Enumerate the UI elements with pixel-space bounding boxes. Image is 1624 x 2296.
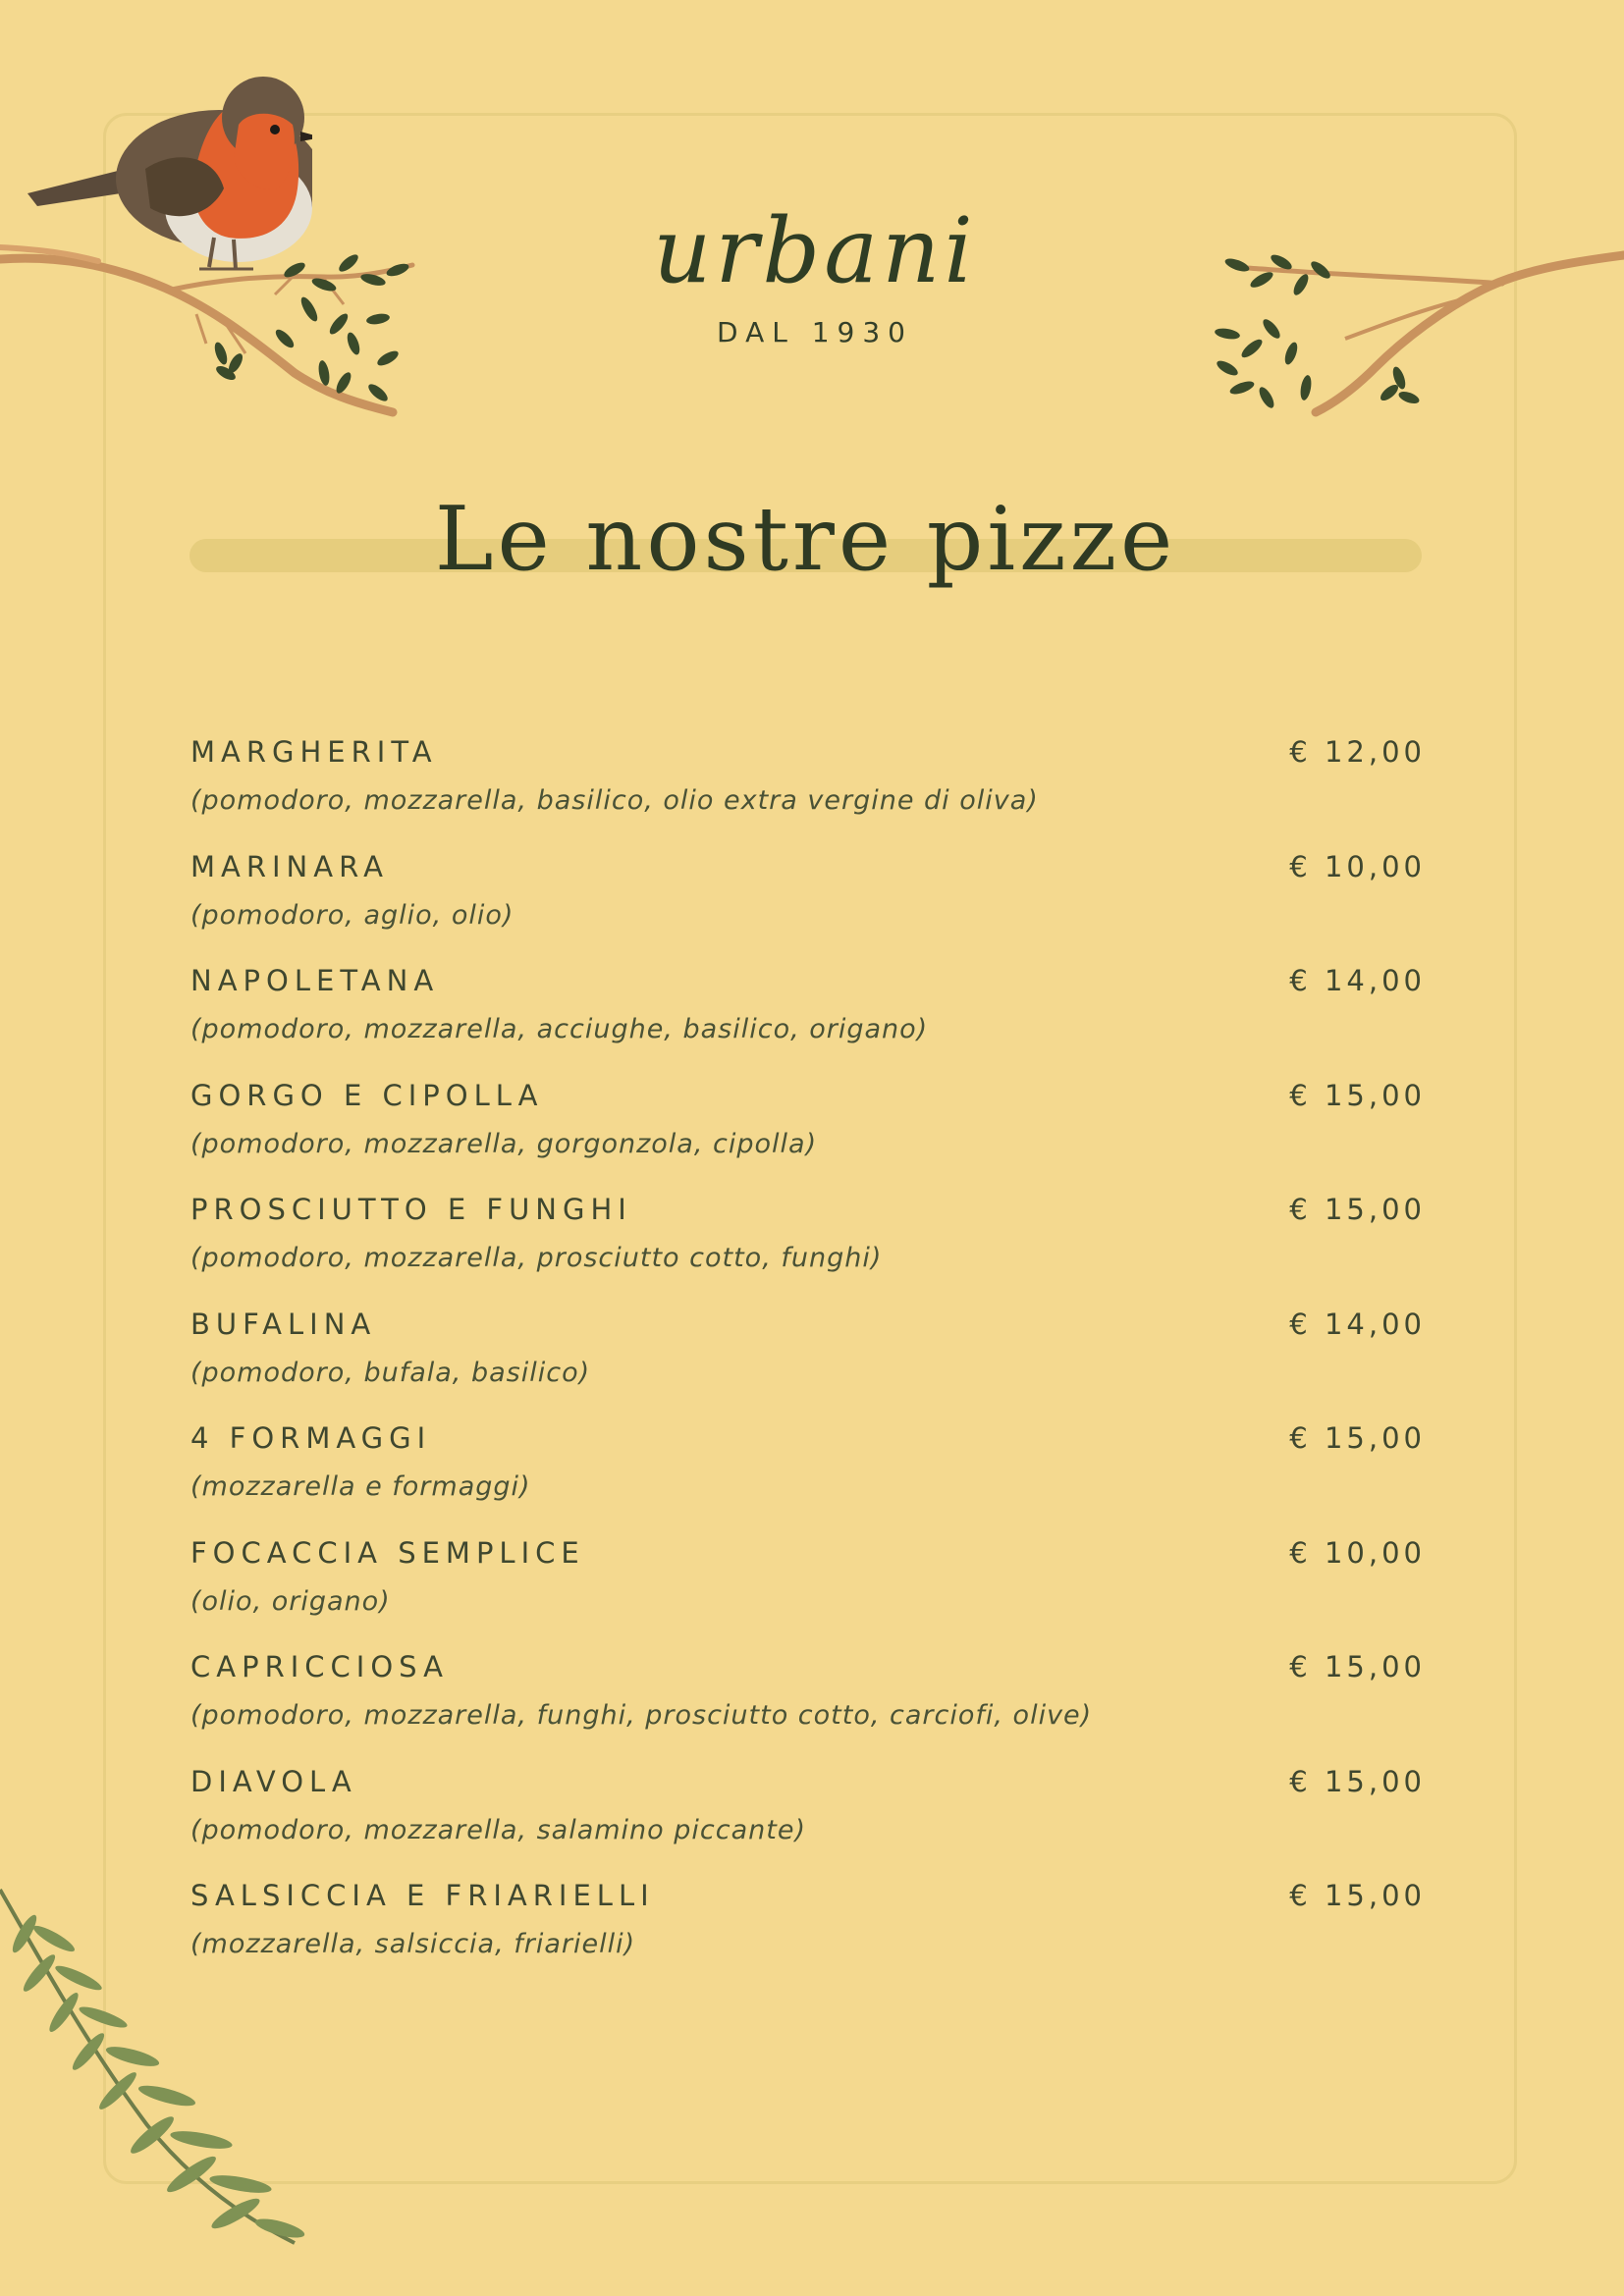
item-name: BUFALINA [190, 1307, 377, 1341]
brand-logo [550, 198, 1080, 348]
branch-right-illustration [1208, 240, 1624, 417]
item-description: (mozzarella, salsiccia, friarielli) [190, 1929, 636, 1959]
item-name: PROSCIUTTO E FUNGHI [190, 1193, 632, 1226]
item-price: € 15,00 [1289, 1193, 1426, 1226]
menu-item [190, 1535, 1426, 1650]
item-name: NAPOLETANA [190, 964, 440, 997]
item-description: (pomodoro, bufala, basilico) [190, 1357, 591, 1388]
robin-illustration [27, 61, 312, 296]
item-description: (pomodoro, mozzarella, prosciutto cotto, funghi) [190, 1243, 883, 1273]
menu-title: Le nostre pizze [434, 488, 1177, 591]
item-price: € 10,00 [1289, 1535, 1426, 1570]
menu-item [190, 734, 1426, 849]
item-price: € 15,00 [1289, 1421, 1426, 1455]
menu-title-section [189, 488, 1422, 604]
brand-tagline: DAL 1930 [717, 316, 913, 348]
item-description: (olio, origano) [190, 1585, 391, 1617]
item-name: DIAVOLA [190, 1764, 357, 1798]
menu-item [190, 1878, 1426, 1993]
item-price: € 15,00 [1289, 1764, 1426, 1798]
menu-item [190, 1192, 1426, 1307]
item-name: 4 FORMAGGI [190, 1421, 432, 1455]
item-price: € 15,00 [1289, 1650, 1426, 1683]
item-name: MARGHERITA [190, 735, 438, 769]
item-name: CAPRICCIOSA [190, 1650, 449, 1683]
item-description: (pomodoro, mozzarella, basilico, olio extra vergine di oliva) [190, 785, 1039, 816]
item-description: (pomodoro, mozzarella, acciughe, basilico, origano) [190, 1014, 929, 1044]
menu-item [190, 1649, 1426, 1764]
menu-item [190, 1307, 1426, 1421]
item-price: € 14,00 [1289, 1307, 1426, 1341]
menu-item [190, 963, 1426, 1078]
item-price: € 15,00 [1289, 1078, 1426, 1112]
item-price: € 14,00 [1289, 964, 1426, 997]
pizza-menu-list [190, 734, 1426, 1993]
item-name: MARINARA [190, 849, 389, 883]
item-description: (pomodoro, aglio, olio) [190, 899, 514, 931]
item-description: (pomodoro, mozzarella, salamino piccante) [190, 1814, 806, 1845]
menu-item [190, 1078, 1426, 1193]
item-price: € 15,00 [1289, 1879, 1426, 1912]
menu-item [190, 1764, 1426, 1879]
menu-item [190, 849, 1426, 964]
brand-name: urbani [653, 198, 977, 303]
menu-item [190, 1420, 1426, 1535]
item-name: GORGO E CIPOLLA [190, 1078, 544, 1112]
item-name: SALSICCIA E FRIARIELLI [190, 1879, 655, 1912]
item-price: € 12,00 [1289, 735, 1426, 769]
item-name: FOCACCIA SEMPLICE [190, 1535, 585, 1570]
item-price: € 10,00 [1289, 849, 1426, 883]
item-description: (pomodoro, mozzarella, funghi, prosciutto cotto, carciofi, olive) [190, 1700, 1093, 1731]
item-description: (mozzarella e formaggi) [190, 1471, 531, 1502]
item-description: (pomodoro, mozzarella, gorgonzola, cipolla) [190, 1128, 818, 1159]
